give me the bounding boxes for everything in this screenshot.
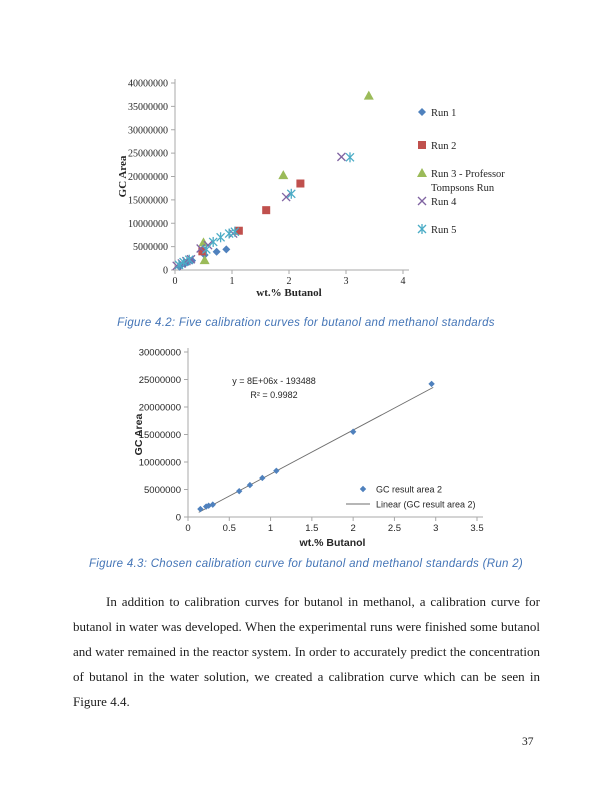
svg-text:20000000: 20000000 [138,402,181,414]
axes [117,79,409,300]
svg-text:Run 2: Run 2 [431,140,457,152]
svg-text:3: 3 [343,276,349,287]
figure-4-3-chart [100,345,520,555]
svg-text:Run 3 - Professor: Run 3 - Professor [431,168,505,180]
svg-text:20000000: 20000000 [128,172,168,183]
svg-text:0: 0 [175,512,181,524]
svg-text:1: 1 [229,276,235,287]
svg-text:Linear (GC result area 2): Linear (GC result area 2) [376,499,476,510]
figure-4-3-caption: Figure 4.3: Chosen calibration curve for butanol and methanol standards (Run 2) [88,558,524,570]
svg-text:Run 5: Run 5 [431,224,457,236]
svg-text:30000000: 30000000 [128,125,168,137]
svg-text:1: 1 [267,523,274,534]
svg-text:Tompsons Run: Tompsons Run [431,182,495,194]
svg-text:Run 1: Run 1 [431,107,457,119]
svg-text:y = 8E+06x - 193488: y = 8E+06x - 193488 [232,376,316,386]
svg-text:wt.% Butanol: wt.% Butanol [299,537,366,549]
legend [346,484,476,509]
svg-text:0: 0 [172,276,178,287]
svg-text:4: 4 [400,276,406,287]
svg-text:1.5: 1.5 [305,523,319,534]
svg-text:5000000: 5000000 [133,242,168,254]
svg-text:0: 0 [163,265,168,277]
svg-text:R² = 0.9982: R² = 0.9982 [250,390,298,400]
svg-text:35000000: 35000000 [128,101,168,113]
svg-text:0.5: 0.5 [222,523,236,534]
svg-text:2: 2 [350,523,356,534]
svg-text:30000000: 30000000 [138,347,181,359]
svg-text:2.5: 2.5 [387,523,402,534]
figure-4-2-chart [100,72,560,307]
svg-text:GC Area: GC Area [133,413,145,456]
svg-text:GC Area: GC Area [117,155,129,198]
figure-4-2-caption: Figure 4.2: Five calibration curves for butanol and methanol standards [117,317,495,329]
svg-text:2: 2 [286,276,292,287]
svg-text:10000000: 10000000 [138,457,181,469]
legend [417,108,505,236]
svg-text:3.5: 3.5 [470,523,484,534]
svg-text:wt.% Butanol: wt.% Butanol [256,287,322,299]
svg-text:40000000: 40000000 [128,78,168,90]
svg-text:3: 3 [433,523,439,534]
trendline-equation [232,376,316,400]
svg-text:0: 0 [185,523,191,534]
svg-text:10000000: 10000000 [128,218,168,230]
body-paragraph: In addition to calibration curves for butanol in methanol, a calibration curve for butanol in water was developed. When the experimental runs were finished some butanol and water remained in the reactor system. In order to accurately predict the concentration of butanol in the water solution, we created a calibration curve which can be seen in Figure 4.4. [73,594,540,709]
page-number: 37 [522,736,534,748]
series-run-3-professor-tompsons-run [199,91,374,265]
svg-text:15000000: 15000000 [138,430,181,441]
svg-text:GC result area 2: GC result area 2 [376,484,443,495]
svg-text:5000000: 5000000 [144,485,181,496]
svg-text:25000000: 25000000 [138,375,181,386]
svg-text:25000000: 25000000 [128,148,168,160]
svg-text:15000000: 15000000 [128,195,168,207]
svg-text:Run 4: Run 4 [431,196,457,208]
